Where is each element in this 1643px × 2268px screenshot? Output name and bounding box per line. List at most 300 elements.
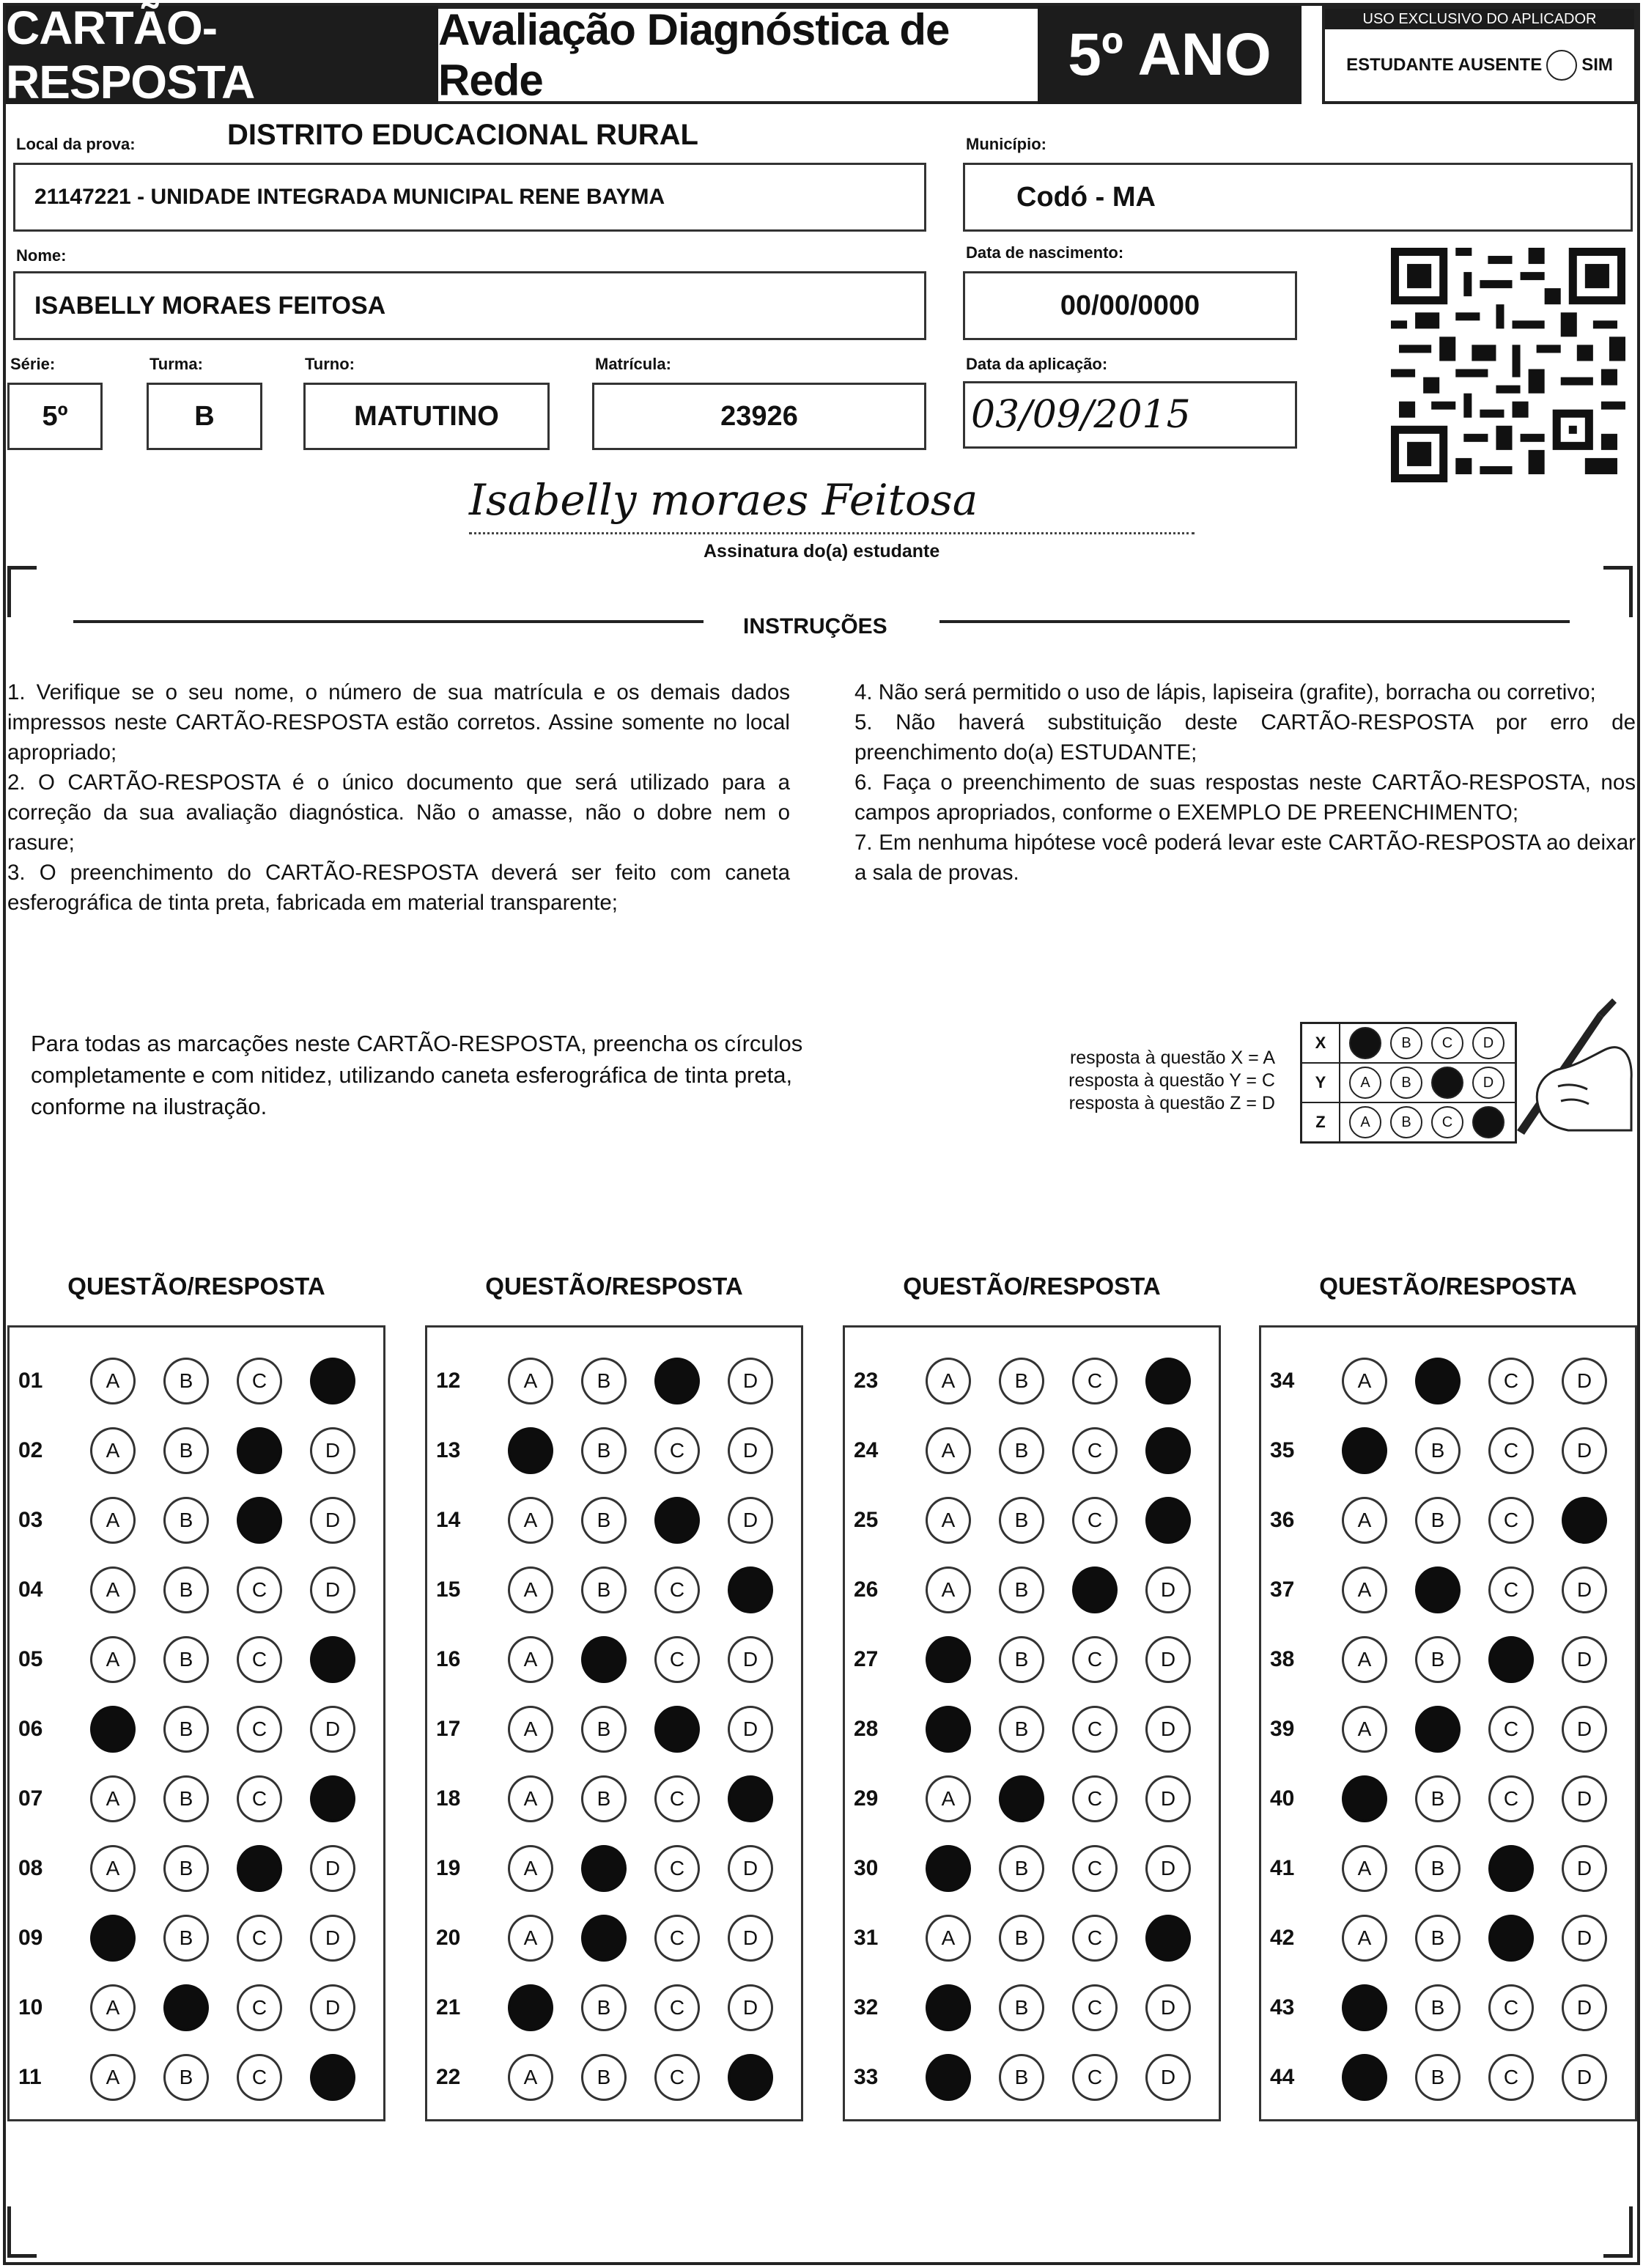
answer-bubble-b[interactable]: B	[163, 1636, 209, 1683]
question-number: 36	[1270, 1508, 1295, 1532]
answer-bubble-c[interactable]	[237, 1845, 282, 1892]
answer-bubble-c[interactable]: C	[654, 1845, 700, 1892]
answer-bubble-d[interactable]: D	[1145, 1775, 1191, 1822]
answer-row	[845, 1418, 1219, 1484]
question-number: 21	[436, 1995, 461, 2020]
answer-bubble-d[interactable]	[310, 1358, 355, 1404]
answer-bubble-d[interactable]: D	[728, 1497, 773, 1544]
question-number: 33	[854, 2065, 879, 2089]
answer-bubble-d[interactable]: D	[310, 1706, 355, 1753]
answer-bubble-d[interactable]	[1145, 1915, 1191, 1962]
answer-bubble-d[interactable]: D	[310, 1427, 355, 1474]
instructions-right	[854, 677, 1636, 888]
answer-bubble-b[interactable]: B	[1415, 1984, 1461, 2031]
answer-bubble-d[interactable]: D	[1562, 1358, 1607, 1404]
answer-bubble-c[interactable]: C	[1072, 1915, 1118, 1962]
answer-bubble-b[interactable]: B	[1415, 1845, 1461, 1892]
nome-field: ISABELLY MORAES FEITOSA	[13, 271, 926, 340]
answer-bubble-b[interactable]	[1415, 1566, 1461, 1613]
instructions-title: INSTRUÇÕES	[743, 614, 887, 638]
answer-bubble-b[interactable]: B	[163, 1706, 209, 1753]
answer-bubble-d[interactable]: D	[728, 1636, 773, 1683]
answer-bubble-c[interactable]: C	[1488, 1497, 1534, 1544]
answer-bubble-b[interactable]: B	[999, 1358, 1044, 1404]
question-number: 07	[18, 1786, 43, 1811]
answer-bubble-c[interactable]: C	[1488, 1706, 1534, 1753]
answer-bubble-a[interactable]: A	[1342, 1497, 1387, 1544]
answer-bubble-c[interactable]: C	[1488, 1984, 1534, 2031]
question-number: 26	[854, 1577, 879, 1602]
answer-bubble-b[interactable]: B	[581, 1358, 627, 1404]
answer-bubble-a[interactable]: A	[90, 1497, 136, 1544]
example-bubble-d: D	[1472, 1027, 1504, 1059]
answer-bubble-b[interactable]: B	[163, 1775, 209, 1822]
question-number: 22	[436, 2065, 461, 2089]
example-bubble-a: A	[1349, 1067, 1381, 1099]
answer-bubble-d[interactable]: D	[728, 1845, 773, 1892]
answer-bubble-b[interactable]: B	[163, 1566, 209, 1613]
question-number: 41	[1270, 1856, 1295, 1880]
answer-bubble-d[interactable]: D	[1562, 1984, 1607, 2031]
instruction-5: 5. Não haverá substituição deste CARTÃO-RESPOSTA por erro de preenchimento do(a) ESTUDANTE;	[854, 710, 1636, 765]
answer-bubble-c[interactable]	[1488, 1915, 1534, 1962]
answer-bubble-d[interactable]: D	[728, 1984, 773, 2031]
answer-bubble-a[interactable]: A	[508, 1845, 553, 1892]
answer-bubble-b[interactable]	[581, 1915, 627, 1962]
answer-bubble-a[interactable]: A	[1342, 1845, 1387, 1892]
answer-row	[1261, 2044, 1635, 2110]
question-number: 38	[1270, 1647, 1295, 1671]
answer-bubble-c[interactable]: C	[237, 1566, 282, 1613]
question-number: 03	[18, 1508, 43, 1532]
answer-bubble-c[interactable]	[654, 1497, 700, 1544]
answer-bubble-d[interactable]: D	[1562, 2054, 1607, 2101]
answer-bubble-c[interactable]: C	[237, 1915, 282, 1962]
nome-label: Nome:	[16, 246, 67, 265]
answer-bubble-d[interactable]	[310, 1775, 355, 1822]
example-bubble-a	[1349, 1027, 1381, 1059]
answer-bubble-d[interactable]: D	[310, 1984, 355, 2031]
answer-bubble-a[interactable]: A	[90, 1845, 136, 1892]
answer-bubble-c[interactable]	[654, 1358, 700, 1404]
answer-bubble-d[interactable]: D	[728, 1915, 773, 1962]
question-number: 34	[1270, 1369, 1295, 1393]
answer-bubble-c[interactable]: C	[654, 1984, 700, 2031]
answer-bubble-d[interactable]: D	[1145, 1706, 1191, 1753]
question-number: 35	[1270, 1438, 1295, 1462]
instruction-2: 2. O CARTÃO-RESPOSTA é o único documento que será utilizado para a correção da sua avaliação diagnóstica. Não o amasse, não o dobre nem o rasure;	[7, 770, 790, 855]
question-number: 01	[18, 1369, 43, 1393]
answer-bubble-a[interactable]: A	[1342, 1706, 1387, 1753]
answer-row	[10, 1627, 383, 1693]
answer-bubble-c[interactable]	[1488, 1845, 1534, 1892]
example-label-z: resposta à questão Z = D	[1068, 1093, 1275, 1113]
question-number: 42	[1270, 1926, 1295, 1950]
absent-field	[1325, 29, 1634, 101]
answer-bubble-b[interactable]: B	[581, 1566, 627, 1613]
example-table	[1300, 1022, 1517, 1144]
pen-hand-icon	[1488, 998, 1634, 1138]
answer-bubble-c[interactable]: C	[1488, 1358, 1534, 1404]
answer-row	[427, 1487, 801, 1553]
absent-option-label: SIM	[1581, 55, 1613, 75]
column-header: QUESTÃO/RESPOSTA	[903, 1273, 1161, 1300]
answer-row	[10, 1696, 383, 1762]
answer-bubble-a[interactable]: A	[90, 2054, 136, 2101]
question-number: 43	[1270, 1995, 1295, 2020]
matricula-field: 23926	[592, 383, 926, 450]
answer-bubble-d[interactable]	[1145, 1358, 1191, 1404]
answer-bubble-a[interactable]	[926, 1706, 971, 1753]
turma-field: B	[147, 383, 262, 450]
serie-field: 5º	[7, 383, 103, 450]
answer-bubble-b[interactable]: B	[999, 1566, 1044, 1613]
answer-bubble-b[interactable]: B	[581, 1775, 627, 1822]
answer-bubble-d[interactable]: D	[728, 1427, 773, 1474]
answer-bubble-b[interactable]: B	[163, 1427, 209, 1474]
turno-label: Turno:	[305, 355, 355, 373]
column-header: QUESTÃO/RESPOSTA	[1319, 1273, 1577, 1300]
answer-bubble-c[interactable]: C	[1072, 2054, 1118, 2101]
answer-bubble-b[interactable]: B	[1415, 1427, 1461, 1474]
answer-row	[1261, 1348, 1635, 1414]
answer-row	[845, 1487, 1219, 1553]
answer-bubble-d[interactable]: D	[1145, 1636, 1191, 1683]
question-number: 24	[854, 1438, 879, 1462]
answer-bubble-a[interactable]: A	[926, 1497, 971, 1544]
municipio-field: Codó - MA	[963, 163, 1633, 232]
answer-bubble-c[interactable]: C	[654, 2054, 700, 2101]
answer-row	[845, 1836, 1219, 1901]
answer-bubble-a[interactable]: A	[90, 1775, 136, 1822]
aplicacao-field: 03/09/2015	[963, 381, 1297, 449]
instruction-3: 3. O preenchimento do CARTÃO-RESPOSTA deverá ser feito com caneta esferográfica de tinta preta, fabricada em material transparente;	[7, 861, 790, 915]
answer-bubble-d[interactable]: D	[1145, 1984, 1191, 2031]
answer-bubble-b[interactable]: B	[999, 1915, 1044, 1962]
example-labels	[982, 1047, 1275, 1115]
answer-bubble-a[interactable]: A	[926, 1775, 971, 1822]
answer-bubble-c[interactable]: C	[654, 1775, 700, 1822]
answer-bubble-a[interactable]: A	[90, 1984, 136, 2031]
answer-bubble-d[interactable]: D	[310, 1845, 355, 1892]
answer-bubble-b[interactable]: B	[163, 1845, 209, 1892]
answer-bubble-b[interactable]: B	[581, 1427, 627, 1474]
answer-bubble-c[interactable]: C	[237, 1984, 282, 2031]
answer-bubble-c[interactable]	[1072, 1566, 1118, 1613]
answer-row	[10, 1766, 383, 1832]
answer-bubble-a[interactable]	[926, 2054, 971, 2101]
district-name: DISTRITO EDUCACIONAL RURAL	[227, 119, 698, 151]
question-number: 15	[436, 1577, 461, 1602]
answer-bubble-b[interactable]: B	[999, 2054, 1044, 2101]
answer-bubble-a[interactable]: A	[508, 1566, 553, 1613]
answer-bubble-a[interactable]	[508, 1427, 553, 1474]
corner-mark-bottom-left	[7, 2206, 37, 2258]
answer-bubble-b[interactable]: B	[163, 1358, 209, 1404]
answer-bubble-a[interactable]: A	[1342, 1915, 1387, 1962]
answer-bubble-d[interactable]	[728, 1566, 773, 1613]
answer-bubble-c[interactable]	[237, 1497, 282, 1544]
answer-bubble-c[interactable]: C	[654, 1636, 700, 1683]
answer-bubble-d[interactable]: D	[1562, 1845, 1607, 1892]
answer-bubble-d[interactable]: D	[1145, 2054, 1191, 2101]
answer-bubble-c[interactable]: C	[237, 1706, 282, 1753]
signature-line	[469, 532, 1195, 534]
answer-bubble-b[interactable]: B	[1415, 1636, 1461, 1683]
answer-bubble-c[interactable]: C	[1072, 1984, 1118, 2031]
answer-row	[10, 1418, 383, 1484]
answer-bubble-d[interactable]: D	[728, 1706, 773, 1753]
answer-row	[1261, 1905, 1635, 1971]
answer-bubble-c[interactable]: C	[1072, 1636, 1118, 1683]
answer-row	[1261, 1627, 1635, 1693]
example-question-label: X	[1302, 1024, 1340, 1062]
matricula-label: Matrícula:	[595, 355, 671, 373]
answer-bubble-b[interactable]	[581, 1636, 627, 1683]
question-number: 16	[436, 1647, 461, 1671]
answer-bubble-a[interactable]: A	[926, 1566, 971, 1613]
answer-bubble-a[interactable]	[1342, 2054, 1387, 2101]
applicator-heading: USO EXCLUSIVO DO APLICADOR	[1325, 9, 1634, 29]
answer-row	[427, 2044, 801, 2110]
answer-bubble-c[interactable]: C	[237, 2054, 282, 2101]
answer-bubble-d[interactable]: D	[310, 1566, 355, 1613]
absent-label: ESTUDANTE AUSENTE	[1346, 55, 1543, 75]
answer-bubble-a[interactable]: A	[926, 1358, 971, 1404]
answer-bubble-d[interactable]: D	[1562, 1427, 1607, 1474]
question-number: 06	[18, 1717, 43, 1741]
answer-bubble-d[interactable]	[728, 2054, 773, 2101]
answer-bubble-b[interactable]: B	[999, 1497, 1044, 1544]
local-label: Local da prova:	[16, 135, 136, 153]
question-number: 31	[854, 1926, 879, 1950]
answer-bubble-c[interactable]: C	[654, 1427, 700, 1474]
answer-bubble-d[interactable]: D	[1562, 1915, 1607, 1962]
answer-bubble-d[interactable]: D	[1145, 1566, 1191, 1613]
answer-bubble-c[interactable]: C	[1488, 1775, 1534, 1822]
answer-row	[1261, 1836, 1635, 1901]
question-number: 02	[18, 1438, 43, 1462]
question-number: 27	[854, 1647, 879, 1671]
answer-row	[10, 1557, 383, 1623]
answer-bubble-a[interactable]: A	[90, 1636, 136, 1683]
answer-bubble-b[interactable]: B	[999, 1636, 1044, 1683]
answer-bubble-a[interactable]: A	[508, 2054, 553, 2101]
answer-bubble-d[interactable]	[1562, 1497, 1607, 1544]
answer-row	[845, 2044, 1219, 2110]
answer-bubble-a[interactable]	[926, 1636, 971, 1683]
answer-bubble-b[interactable]: B	[163, 1497, 209, 1544]
answer-bubble-d[interactable]: D	[1562, 1566, 1607, 1613]
answer-row	[427, 1348, 801, 1414]
student-signature: Isabelly moraes Feitosa	[469, 475, 978, 525]
answer-row	[845, 1557, 1219, 1623]
answer-bubble-c[interactable]	[1488, 1636, 1534, 1683]
answer-bubble-c[interactable]: C	[1072, 1706, 1118, 1753]
answer-bubble-c[interactable]: C	[1488, 2054, 1534, 2101]
answer-bubble-c[interactable]: C	[1072, 1427, 1118, 1474]
applicator-box	[1322, 6, 1637, 104]
example-bubble-c	[1431, 1067, 1463, 1099]
answer-bubble-b[interactable]: B	[1415, 1915, 1461, 1962]
answer-bubble-b[interactable]: B	[581, 1497, 627, 1544]
answer-bubble-a[interactable]: A	[926, 1427, 971, 1474]
question-number: 30	[854, 1856, 879, 1880]
answer-row	[427, 1905, 801, 1971]
answer-row	[1261, 1766, 1635, 1832]
answer-bubble-c[interactable]: C	[654, 1566, 700, 1613]
example-question-label: Z	[1302, 1103, 1340, 1141]
answer-bubble-a[interactable]	[508, 1984, 553, 2031]
answer-bubble-d[interactable]: D	[728, 1358, 773, 1404]
example-question-label: Y	[1302, 1064, 1340, 1102]
answer-bubble-d[interactable]: D	[1145, 1845, 1191, 1892]
answer-bubble-c[interactable]: C	[1072, 1775, 1118, 1822]
answer-bubble-a[interactable]: A	[508, 1497, 553, 1544]
question-number: 05	[18, 1647, 43, 1671]
answer-bubble-a[interactable]: A	[508, 1706, 553, 1753]
answer-bubble-d[interactable]: D	[310, 1915, 355, 1962]
answer-bubble-d[interactable]	[310, 1636, 355, 1683]
answer-bubble-c[interactable]: C	[237, 1636, 282, 1683]
question-number: 19	[436, 1856, 461, 1880]
instructions-left	[7, 677, 790, 918]
column-header: QUESTÃO/RESPOSTA	[485, 1273, 743, 1300]
corner-mark-top-left	[7, 566, 37, 617]
answer-row	[10, 2044, 383, 2110]
example-bubble-c: C	[1431, 1106, 1463, 1138]
answer-bubble-a[interactable]: A	[926, 1915, 971, 1962]
answer-row	[845, 1627, 1219, 1693]
answer-bubble-b[interactable]: B	[581, 2054, 627, 2101]
answer-bubble-b[interactable]	[999, 1775, 1044, 1822]
example-bubble-b: B	[1390, 1027, 1422, 1059]
answer-bubble-d[interactable]: D	[1562, 1636, 1607, 1683]
answer-row	[1261, 1418, 1635, 1484]
answer-bubble-c[interactable]: C	[654, 1915, 700, 1962]
corner-mark-bottom-right	[1603, 2206, 1633, 2258]
answer-bubble-b[interactable]: B	[999, 1845, 1044, 1892]
answer-bubble-b[interactable]	[163, 1984, 209, 2031]
grade-label: 5º ANO	[1038, 6, 1302, 104]
answer-bubble-b[interactable]: B	[999, 1706, 1044, 1753]
answer-row	[427, 1975, 801, 2041]
answer-bubble-c[interactable]: C	[1488, 1427, 1534, 1474]
answer-bubble-a[interactable]: A	[1342, 1566, 1387, 1613]
instruction-7: 7. Em nenhuma hipótese você poderá levar este CARTÃO-RESPOSTA ao deixar a sala de provas.	[854, 831, 1636, 885]
answer-bubble-a[interactable]: A	[1342, 1636, 1387, 1683]
answer-bubble-c[interactable]: C	[237, 1358, 282, 1404]
question-number: 28	[854, 1717, 879, 1741]
answer-bubble-a[interactable]: A	[508, 1358, 553, 1404]
answer-bubble-d[interactable]	[1145, 1497, 1191, 1544]
answer-bubble-b[interactable]	[581, 1845, 627, 1892]
question-number: 29	[854, 1786, 879, 1811]
answer-bubble-d[interactable]	[1145, 1427, 1191, 1474]
answer-bubble-a[interactable]: A	[508, 1636, 553, 1683]
answer-row	[1261, 1975, 1635, 2041]
question-number: 09	[18, 1926, 43, 1950]
answer-bubble-a[interactable]	[926, 1845, 971, 1892]
answer-bubble-c[interactable]: C	[1072, 1497, 1118, 1544]
answer-bubble-d[interactable]	[310, 2054, 355, 2101]
absent-bubble[interactable]	[1546, 50, 1577, 81]
example-bubble-b: B	[1390, 1067, 1422, 1099]
example-row	[1302, 1103, 1515, 1141]
answer-bubble-c[interactable]: C	[1488, 1566, 1534, 1613]
answer-row	[427, 1836, 801, 1901]
answer-bubble-b[interactable]: B	[163, 1915, 209, 1962]
question-number: 32	[854, 1995, 879, 2020]
answer-bubble-d[interactable]: D	[1562, 1775, 1607, 1822]
answer-bubble-a[interactable]: A	[508, 1775, 553, 1822]
answer-bubble-b[interactable]	[1415, 1358, 1461, 1404]
question-number: 23	[854, 1369, 879, 1393]
answer-bubble-a[interactable]	[1342, 1427, 1387, 1474]
answer-bubble-d[interactable]	[728, 1775, 773, 1822]
answer-bubble-b[interactable]: B	[581, 1706, 627, 1753]
answer-bubble-a[interactable]	[90, 1915, 136, 1962]
answer-bubble-b[interactable]: B	[1415, 1775, 1461, 1822]
answer-bubble-b[interactable]: B	[1415, 2054, 1461, 2101]
answer-bubble-b[interactable]: B	[999, 1984, 1044, 2031]
answer-bubble-a[interactable]	[1342, 1984, 1387, 2031]
answer-bubble-b[interactable]: B	[163, 2054, 209, 2101]
answer-row	[845, 1905, 1219, 1971]
instruction-6: 6. Faça o preenchimento de suas respostas neste CARTÃO-RESPOSTA, nos campos apropriados, conforme o EXEMPLO DE PREENCHIMENTO;	[854, 770, 1636, 825]
example-row	[1302, 1024, 1515, 1064]
answer-bubble-d[interactable]: D	[1562, 1706, 1607, 1753]
answer-bubble-a[interactable]	[1342, 1775, 1387, 1822]
answer-bubble-b[interactable]	[1415, 1706, 1461, 1753]
answer-bubble-b[interactable]: B	[1415, 1497, 1461, 1544]
aplicacao-label: Data da aplicação:	[966, 355, 1108, 373]
answer-row	[427, 1766, 801, 1832]
answer-bubble-a[interactable]: A	[90, 1427, 136, 1474]
answer-bubble-a[interactable]: A	[90, 1358, 136, 1404]
answer-bubble-d[interactable]: D	[310, 1497, 355, 1544]
example-bubble-d: D	[1472, 1067, 1504, 1099]
answer-bubble-c[interactable]: C	[1072, 1358, 1118, 1404]
example-row	[1302, 1064, 1515, 1103]
answer-bubble-a[interactable]: A	[508, 1915, 553, 1962]
answer-bubble-b[interactable]: B	[581, 1984, 627, 2031]
answer-row	[427, 1696, 801, 1762]
answer-bubble-c[interactable]	[654, 1706, 700, 1753]
answer-bubble-a[interactable]: A	[1342, 1358, 1387, 1404]
question-number: 37	[1270, 1577, 1295, 1602]
answer-bubble-a[interactable]	[90, 1706, 136, 1753]
answer-bubble-a[interactable]	[926, 1984, 971, 2031]
answer-bubble-b[interactable]: B	[999, 1427, 1044, 1474]
serie-label: Série:	[10, 355, 56, 373]
example-bubble-a: A	[1349, 1106, 1381, 1138]
answer-bubble-c[interactable]: C	[1072, 1845, 1118, 1892]
municipio-label: Município:	[966, 135, 1046, 153]
question-number: 25	[854, 1508, 879, 1532]
question-number: 10	[18, 1995, 43, 2020]
answer-bubble-c[interactable]	[237, 1427, 282, 1474]
turno-field: MATUTINO	[303, 383, 550, 450]
question-number: 12	[436, 1369, 461, 1393]
nascimento-label: Data de nascimento:	[966, 243, 1124, 262]
answer-row	[10, 1836, 383, 1901]
question-number: 04	[18, 1577, 43, 1602]
card-label: CARTÃO-RESPOSTA	[6, 6, 438, 104]
signature-label: Assinatura do(a) estudante	[704, 541, 940, 562]
answer-bubble-a[interactable]: A	[90, 1566, 136, 1613]
answer-bubble-c[interactable]: C	[237, 1775, 282, 1822]
